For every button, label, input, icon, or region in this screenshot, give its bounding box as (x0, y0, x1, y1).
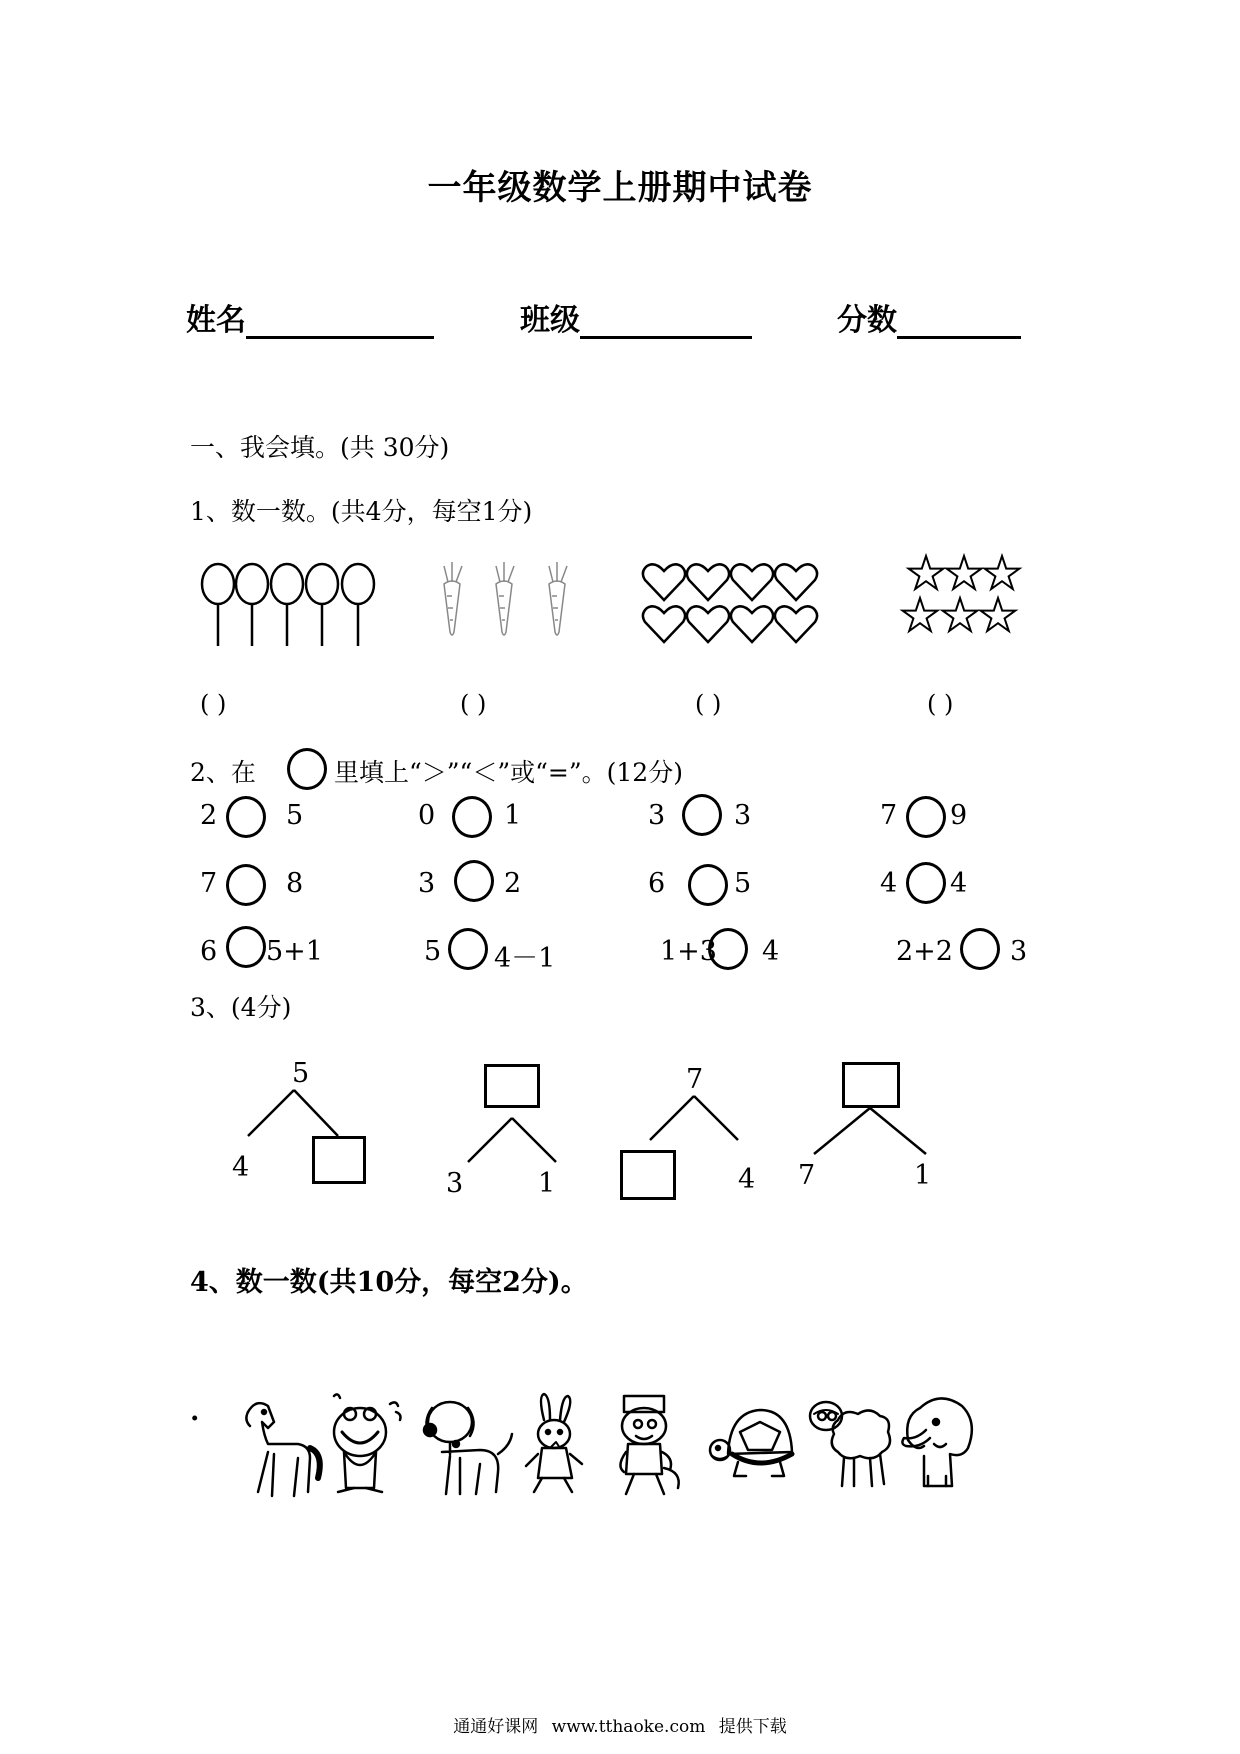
horse-icon (246, 1403, 319, 1496)
score-label: 分数 (837, 303, 897, 338)
page-title: 一年级数学上册期中试卷 (427, 168, 813, 208)
q2-r2c4-circle[interactable] (906, 862, 946, 904)
q1-answer-2[interactable]: ( ) (460, 690, 487, 718)
q2-example-circle (287, 748, 327, 790)
q2-r3c2-left: 5 (424, 936, 442, 967)
turtle-icon (710, 1410, 792, 1476)
q2-r3c4-left: 2+2 (896, 936, 953, 967)
q2-r2c3-right: 5 (734, 868, 752, 899)
q2-heading (190, 753, 256, 789)
q3-tree4-left: 7 (798, 1160, 816, 1191)
q2-r1c4-right: 9 (950, 800, 968, 831)
class-label: 班级 (520, 303, 580, 338)
q2-r2c2-right: 2 (504, 868, 522, 899)
q2-r2c3-circle[interactable] (688, 864, 728, 906)
star-icon (903, 556, 1020, 631)
q2-r1c3-left: 3 (648, 800, 666, 831)
score-field[interactable] (837, 295, 1021, 339)
q3-tree4-branches (808, 1106, 938, 1166)
q2-r2c1-left: 7 (200, 868, 218, 899)
footer-url[interactable]: www.tthaoke.com (551, 1717, 706, 1737)
rabbit-icon (526, 1394, 582, 1492)
q3-tree4-top-box[interactable] (842, 1062, 900, 1108)
q3-tree2-branches (462, 1114, 582, 1174)
q1-answer-1[interactable]: ( ) (200, 690, 227, 718)
q3-tree3-left-box[interactable] (620, 1150, 676, 1200)
q3-tree1-left: 4 (232, 1152, 250, 1183)
q2-r3c1-circle[interactable] (226, 926, 266, 968)
q2-r1c2-left: 0 (418, 800, 436, 831)
q2-r1c1-left: 2 (200, 800, 218, 831)
q2-r3c4-circle[interactable] (960, 928, 1000, 970)
q3-tree2-right: 1 (538, 1168, 556, 1199)
q2-r3c3-circle[interactable] (708, 928, 748, 970)
q2-r1c3-right: 3 (734, 800, 752, 831)
name-field[interactable] (186, 295, 434, 339)
heart-icon (643, 564, 817, 642)
q4-bullet: . (190, 1396, 200, 1427)
name-blank[interactable] (246, 306, 434, 339)
q2-r3c3-left: 1+3 (660, 936, 717, 967)
q1-answer-4[interactable]: ( ) (927, 690, 954, 718)
q2-r1c2-right: 1 (504, 800, 522, 831)
q2-r2c4-right: 4 (950, 868, 968, 899)
footer-note: 提供下载 (718, 1717, 787, 1737)
class-blank[interactable] (580, 306, 752, 339)
q2-r3c1-left: 6 (200, 936, 218, 967)
footer (0, 1712, 1240, 1737)
section1-heading: 一、我会填。(共 30分) (190, 433, 450, 462)
q2-r2c4-left: 4 (880, 868, 898, 899)
monkey-icon (620, 1396, 678, 1494)
q2-r2c1-right: 8 (286, 868, 304, 899)
q3-tree4-right: 1 (914, 1160, 932, 1191)
balloon-group (196, 558, 386, 658)
q3-tree1-right-box[interactable] (312, 1136, 366, 1184)
q3-tree3-top: 7 (686, 1064, 704, 1095)
class-field[interactable] (520, 295, 752, 339)
q1-heading: 1、数一数。(共4分，每空1分) (190, 497, 533, 526)
q2-heading-prefix: 2、在 (190, 758, 256, 787)
elephant-icon (902, 1398, 971, 1486)
q2-r1c3-circle[interactable] (682, 794, 722, 836)
score-blank[interactable] (897, 306, 1021, 339)
q2-r3c3-right: 4 (762, 936, 780, 967)
name-label: 姓名 (186, 303, 246, 338)
q2-r1c2-circle[interactable] (452, 796, 492, 838)
q2-r3c2-right: 4－1 (494, 943, 556, 974)
q2-r2c2-left: 3 (418, 868, 436, 899)
q2-r1c4-left: 7 (880, 800, 898, 831)
q2-r2c2-circle[interactable] (454, 860, 494, 902)
carrot-group (430, 560, 610, 650)
frog-icon (334, 1394, 401, 1492)
q2-r3c1-right: 5+1 (266, 936, 323, 967)
q3-tree3-branches (640, 1092, 760, 1152)
q2-r2c1-circle[interactable] (226, 864, 266, 906)
q2-heading-suffix: 里填上“＞”“＜”或“=”。(12分) (334, 758, 683, 787)
dog-icon (424, 1402, 512, 1494)
sheep-icon (810, 1402, 890, 1486)
q3-heading: 3、(4分) (190, 993, 292, 1022)
q3-tree3-right: 4 (738, 1164, 756, 1195)
balloon-icon (202, 564, 374, 646)
q2-r2c3-left: 6 (648, 868, 666, 899)
q3-tree2-left: 3 (446, 1168, 464, 1199)
q3-tree1-top: 5 (292, 1058, 310, 1089)
q2-r3c2-circle[interactable] (448, 928, 488, 970)
q2-r1c1-right: 5 (286, 800, 304, 831)
star-group (902, 554, 1022, 644)
animals-row (228, 1392, 988, 1512)
q2-r1c1-circle[interactable] (226, 796, 266, 838)
q2-r1c4-circle[interactable] (906, 796, 946, 838)
carrot-icon (444, 562, 567, 635)
q2-r3c4-right: 3 (1010, 936, 1028, 967)
footer-site-name: 通通好课网 (453, 1717, 539, 1737)
q4-heading: 4、数一数(共10分，每空2分)。 (190, 1267, 588, 1298)
q1-answer-3[interactable]: ( ) (695, 690, 722, 718)
heart-group (640, 560, 820, 650)
q3-tree2-top-box[interactable] (484, 1064, 540, 1108)
